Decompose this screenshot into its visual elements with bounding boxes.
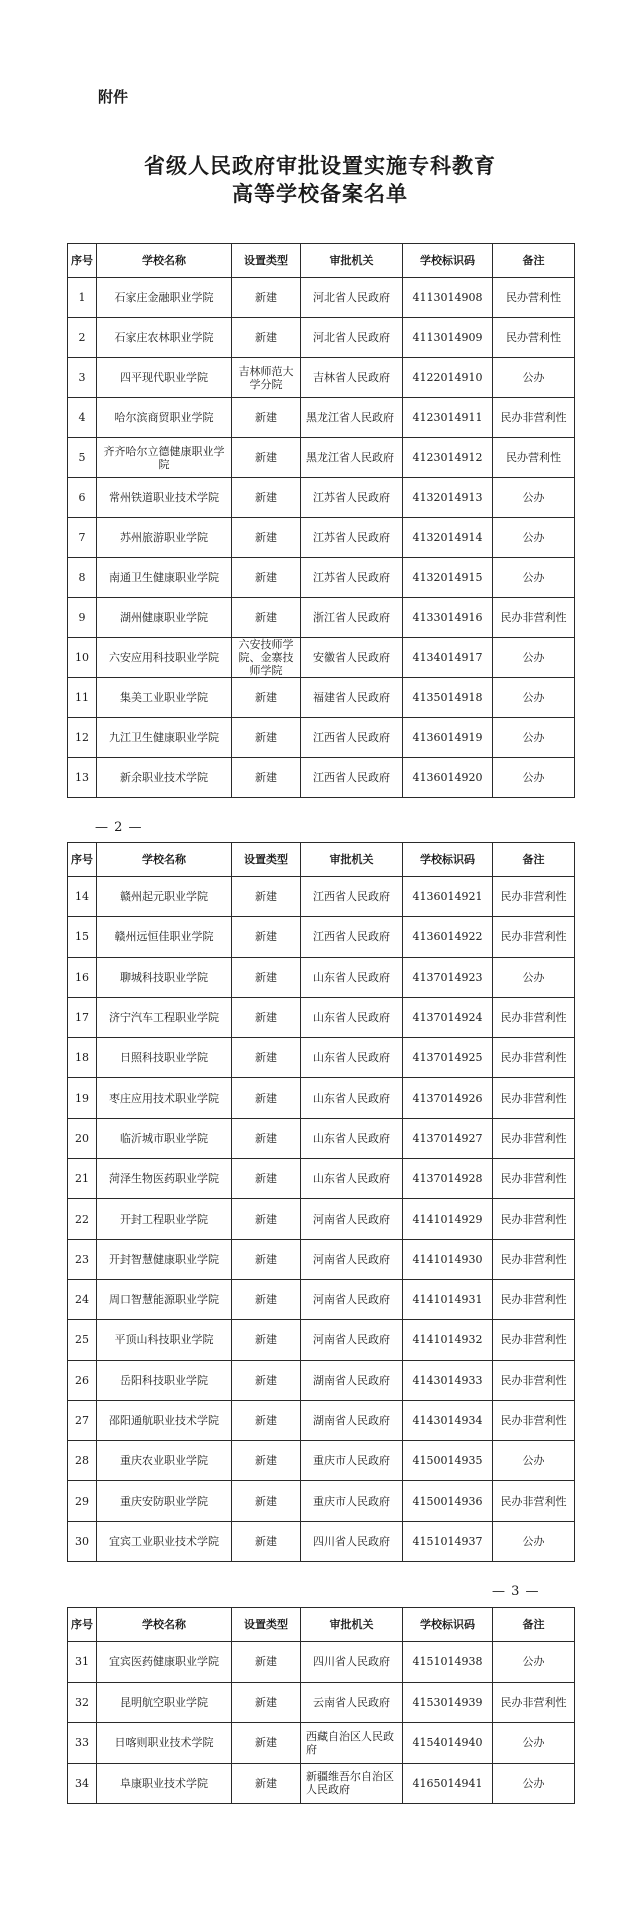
cell-seq: 16 (68, 957, 97, 997)
cell-remark: 民办营利性 (493, 318, 575, 358)
cell-school-code: 4150014936 (403, 1481, 493, 1521)
cell-school-code: 4136014920 (403, 758, 493, 798)
cell-setup-type: 新建 (232, 318, 301, 358)
header-authority: 审批机关 (301, 843, 403, 877)
cell-school-name: 重庆安防职业学院 (97, 1481, 232, 1521)
cell-school-code: 4113014908 (403, 278, 493, 318)
cell-remark: 民办非营利性 (493, 1320, 575, 1360)
table-row (68, 398, 575, 438)
cell-authority: 河北省人民政府 (301, 318, 403, 358)
cell-seq: 20 (68, 1118, 97, 1158)
cell-seq: 26 (68, 1360, 97, 1400)
cell-setup-type: 新建 (232, 1320, 301, 1360)
cell-remark: 公办 (493, 678, 575, 718)
cell-school-name: 常州铁道职业技术学院 (97, 478, 232, 518)
cell-school-name: 九江卫生健康职业学院 (97, 718, 232, 758)
cell-remark: 公办 (493, 1763, 575, 1804)
cell-school-name: 昆明航空职业学院 (97, 1682, 232, 1723)
cell-school-code: 4132014913 (403, 478, 493, 518)
cell-school-name: 聊城科技职业学院 (97, 957, 232, 997)
cell-authority: 福建省人民政府 (301, 678, 403, 718)
cell-school-name: 集美工业职业学院 (97, 678, 232, 718)
cell-school-code: 4143014933 (403, 1360, 493, 1400)
cell-remark: 民办非营利性 (493, 1239, 575, 1279)
table-row (68, 1763, 575, 1804)
cell-setup-type: 新建 (232, 957, 301, 997)
cell-authority: 山东省人民政府 (301, 997, 403, 1037)
cell-seq: 32 (68, 1682, 97, 1723)
cell-authority: 四川省人民政府 (301, 1521, 403, 1561)
cell-seq: 14 (68, 877, 97, 917)
table-row (68, 917, 575, 957)
cell-school-code: 4123014912 (403, 438, 493, 478)
cell-school-name: 济宁汽车工程职业学院 (97, 997, 232, 1037)
header-school-code: 学校标识码 (403, 244, 493, 278)
cell-school-code: 4113014909 (403, 318, 493, 358)
cell-remark: 民办非营利性 (493, 598, 575, 638)
cell-school-name: 宜宾医药健康职业学院 (97, 1642, 232, 1683)
cell-remark: 公办 (493, 558, 575, 598)
cell-setup-type: 新建 (232, 1441, 301, 1481)
cell-seq: 29 (68, 1481, 97, 1521)
table-row (68, 1642, 575, 1683)
header-seq: 序号 (68, 244, 97, 278)
cell-remark: 民办非营利性 (493, 917, 575, 957)
cell-school-name: 石家庄金融职业学院 (97, 278, 232, 318)
cell-setup-type: 新建 (232, 1360, 301, 1400)
cell-authority: 江苏省人民政府 (301, 558, 403, 598)
cell-seq: 12 (68, 718, 97, 758)
cell-seq: 18 (68, 1038, 97, 1078)
cell-authority: 湖南省人民政府 (301, 1400, 403, 1440)
cell-remark: 民办非营利性 (493, 1159, 575, 1199)
header-school-name: 学校名称 (97, 843, 232, 877)
cell-seq: 28 (68, 1441, 97, 1481)
cell-setup-type: 新建 (232, 1038, 301, 1078)
cell-setup-type: 新建 (232, 877, 301, 917)
cell-remark: 民办非营利性 (493, 1279, 575, 1319)
cell-school-code: 4150014935 (403, 1441, 493, 1481)
cell-school-name: 菏泽生物医药职业学院 (97, 1159, 232, 1199)
table-row (68, 1320, 575, 1360)
cell-remark: 民办营利性 (493, 438, 575, 478)
cell-setup-type: 新建 (232, 1118, 301, 1158)
header-remark: 备注 (493, 1608, 575, 1642)
header-school-code: 学校标识码 (403, 1608, 493, 1642)
cell-authority: 河北省人民政府 (301, 278, 403, 318)
cell-seq: 2 (68, 318, 97, 358)
cell-authority: 山东省人民政府 (301, 1038, 403, 1078)
cell-authority: 江西省人民政府 (301, 758, 403, 798)
cell-authority: 黑龙江省人民政府 (301, 438, 403, 478)
cell-setup-type: 新建 (232, 558, 301, 598)
cell-authority: 河南省人民政府 (301, 1199, 403, 1239)
cell-school-code: 4141014930 (403, 1239, 493, 1279)
cell-school-code: 4143014934 (403, 1400, 493, 1440)
table-header-row (68, 244, 575, 278)
cell-setup-type: 新建 (232, 598, 301, 638)
cell-remark: 公办 (493, 1441, 575, 1481)
table-row (68, 1723, 575, 1764)
cell-seq: 10 (68, 638, 97, 678)
table-row (68, 478, 575, 518)
attachment-label: 附件 (98, 88, 129, 106)
cell-seq: 9 (68, 598, 97, 638)
header-authority: 审批机关 (301, 1608, 403, 1642)
cell-remark: 公办 (493, 1723, 575, 1764)
cell-remark: 民办营利性 (493, 278, 575, 318)
cell-school-code: 4135014918 (403, 678, 493, 718)
cell-seq: 24 (68, 1279, 97, 1319)
cell-seq: 3 (68, 358, 97, 398)
cell-seq: 8 (68, 558, 97, 598)
cell-seq: 17 (68, 997, 97, 1037)
table-row (68, 1360, 575, 1400)
cell-school-name: 重庆农业职业学院 (97, 1441, 232, 1481)
cell-seq: 33 (68, 1723, 97, 1764)
cell-seq: 1 (68, 278, 97, 318)
cell-school-name: 日喀则职业技术学院 (97, 1723, 232, 1764)
cell-school-code: 4122014910 (403, 358, 493, 398)
cell-seq: 4 (68, 398, 97, 438)
table-row (68, 358, 575, 398)
cell-seq: 11 (68, 678, 97, 718)
cell-school-name: 新余职业技术学院 (97, 758, 232, 798)
cell-authority: 新疆维吾尔自治区人民政府 (301, 1763, 403, 1804)
header-school-name: 学校名称 (97, 1608, 232, 1642)
table-row (68, 997, 575, 1037)
table-row (68, 318, 575, 358)
cell-remark: 民办非营利性 (493, 1481, 575, 1521)
table-row (68, 718, 575, 758)
cell-remark: 公办 (493, 1642, 575, 1683)
cell-school-name: 南通卫生健康职业学院 (97, 558, 232, 598)
table-header-row (68, 843, 575, 877)
table-row (68, 1521, 575, 1561)
cell-authority: 湖南省人民政府 (301, 1360, 403, 1400)
cell-school-name: 岳阳科技职业学院 (97, 1360, 232, 1400)
cell-school-code: 4137014926 (403, 1078, 493, 1118)
cell-school-code: 4134014917 (403, 638, 493, 678)
cell-school-code: 4137014923 (403, 957, 493, 997)
cell-setup-type: 新建 (232, 997, 301, 1037)
table-row (68, 638, 575, 678)
table-header-row (68, 1608, 575, 1642)
cell-seq: 6 (68, 478, 97, 518)
header-setup-type: 设置类型 (232, 244, 301, 278)
cell-seq: 25 (68, 1320, 97, 1360)
table-row (68, 1118, 575, 1158)
table-row (68, 1078, 575, 1118)
cell-remark: 公办 (493, 478, 575, 518)
cell-authority: 山东省人民政府 (301, 957, 403, 997)
cell-school-name: 枣庄应用技术职业学院 (97, 1078, 232, 1118)
school-table-1 (67, 243, 575, 798)
cell-seq: 31 (68, 1642, 97, 1683)
cell-school-code: 4137014924 (403, 997, 493, 1037)
cell-seq: 5 (68, 438, 97, 478)
cell-authority: 吉林省人民政府 (301, 358, 403, 398)
page-number-3: — 3 — (492, 1584, 540, 1599)
cell-school-code: 4151014938 (403, 1642, 493, 1683)
cell-school-code: 4136014921 (403, 877, 493, 917)
cell-setup-type: 六安技师学院、金寨技师学院 (232, 638, 301, 678)
table-row (68, 678, 575, 718)
cell-school-name: 哈尔滨商贸职业学院 (97, 398, 232, 438)
table-row (68, 518, 575, 558)
cell-setup-type: 新建 (232, 1199, 301, 1239)
cell-authority: 重庆市人民政府 (301, 1441, 403, 1481)
cell-school-code: 4136014922 (403, 917, 493, 957)
cell-setup-type: 新建 (232, 478, 301, 518)
cell-authority: 四川省人民政府 (301, 1642, 403, 1683)
header-school-code: 学校标识码 (403, 843, 493, 877)
table-row (68, 1038, 575, 1078)
cell-seq: 13 (68, 758, 97, 798)
cell-authority: 黑龙江省人民政府 (301, 398, 403, 438)
school-table-2 (67, 842, 575, 1562)
cell-school-code: 4137014928 (403, 1159, 493, 1199)
header-remark: 备注 (493, 843, 575, 877)
cell-school-code: 4141014931 (403, 1279, 493, 1319)
cell-authority: 安徽省人民政府 (301, 638, 403, 678)
cell-setup-type: 新建 (232, 718, 301, 758)
school-table-3 (67, 1607, 575, 1804)
header-authority: 审批机关 (301, 244, 403, 278)
cell-remark: 民办非营利性 (493, 1038, 575, 1078)
cell-remark: 公办 (493, 1521, 575, 1561)
cell-authority: 山东省人民政府 (301, 1159, 403, 1199)
cell-authority: 山东省人民政府 (301, 1118, 403, 1158)
cell-seq: 27 (68, 1400, 97, 1440)
cell-setup-type: 新建 (232, 1279, 301, 1319)
cell-authority: 江西省人民政府 (301, 718, 403, 758)
table-row (68, 558, 575, 598)
cell-school-name: 苏州旅游职业学院 (97, 518, 232, 558)
document-title-line2: 高等学校备案名单 (232, 181, 408, 206)
cell-seq: 7 (68, 518, 97, 558)
cell-authority: 云南省人民政府 (301, 1682, 403, 1723)
cell-setup-type: 新建 (232, 1481, 301, 1521)
cell-seq: 34 (68, 1763, 97, 1804)
cell-setup-type: 新建 (232, 1400, 301, 1440)
cell-school-code: 4132014915 (403, 558, 493, 598)
cell-authority: 江西省人民政府 (301, 877, 403, 917)
cell-authority: 河南省人民政府 (301, 1239, 403, 1279)
cell-authority: 江西省人民政府 (301, 917, 403, 957)
cell-school-code: 4136014919 (403, 718, 493, 758)
table-row (68, 598, 575, 638)
cell-school-name: 日照科技职业学院 (97, 1038, 232, 1078)
cell-school-code: 4154014940 (403, 1723, 493, 1764)
cell-setup-type: 新建 (232, 1642, 301, 1683)
cell-authority: 河南省人民政府 (301, 1320, 403, 1360)
cell-remark: 公办 (493, 358, 575, 398)
cell-school-name: 阜康职业技术学院 (97, 1763, 232, 1804)
cell-remark: 民办非营利性 (493, 398, 575, 438)
cell-remark: 公办 (493, 758, 575, 798)
cell-setup-type: 新建 (232, 518, 301, 558)
table-row (68, 1159, 575, 1199)
cell-authority: 浙江省人民政府 (301, 598, 403, 638)
cell-school-code: 4153014939 (403, 1682, 493, 1723)
cell-school-name: 齐齐哈尔立德健康职业学院 (97, 438, 232, 478)
cell-setup-type: 新建 (232, 1723, 301, 1764)
cell-setup-type: 新建 (232, 1239, 301, 1279)
cell-school-code: 4137014925 (403, 1038, 493, 1078)
cell-remark: 公办 (493, 957, 575, 997)
cell-remark: 公办 (493, 718, 575, 758)
header-setup-type: 设置类型 (232, 843, 301, 877)
table-row (68, 438, 575, 478)
cell-school-name: 邵阳通航职业技术学院 (97, 1400, 232, 1440)
table-row (68, 1481, 575, 1521)
header-seq: 序号 (68, 1608, 97, 1642)
cell-school-name: 平顶山科技职业学院 (97, 1320, 232, 1360)
table-row (68, 1199, 575, 1239)
cell-seq: 23 (68, 1239, 97, 1279)
cell-authority: 江苏省人民政府 (301, 518, 403, 558)
table-row (68, 877, 575, 917)
cell-setup-type: 新建 (232, 758, 301, 798)
table-row (68, 758, 575, 798)
cell-seq: 21 (68, 1159, 97, 1199)
cell-setup-type: 新建 (232, 678, 301, 718)
cell-remark: 民办非营利性 (493, 1118, 575, 1158)
cell-authority: 重庆市人民政府 (301, 1481, 403, 1521)
cell-setup-type: 新建 (232, 917, 301, 957)
cell-school-code: 4151014937 (403, 1521, 493, 1561)
document-title-line1: 省级人民政府审批设置实施专科教育 (144, 153, 496, 178)
table-row (68, 1400, 575, 1440)
cell-seq: 22 (68, 1199, 97, 1239)
cell-remark: 公办 (493, 638, 575, 678)
table-row (68, 1279, 575, 1319)
cell-authority: 山东省人民政府 (301, 1078, 403, 1118)
cell-remark: 民办非营利性 (493, 1682, 575, 1723)
cell-school-name: 开封智慧健康职业学院 (97, 1239, 232, 1279)
cell-setup-type: 新建 (232, 1521, 301, 1561)
table-row (68, 1239, 575, 1279)
header-seq: 序号 (68, 843, 97, 877)
cell-school-name: 周口智慧能源职业学院 (97, 1279, 232, 1319)
cell-remark: 民办非营利性 (493, 877, 575, 917)
cell-remark: 民办非营利性 (493, 997, 575, 1037)
table-row (68, 278, 575, 318)
header-remark: 备注 (493, 244, 575, 278)
cell-seq: 30 (68, 1521, 97, 1561)
cell-school-code: 4137014927 (403, 1118, 493, 1158)
cell-setup-type: 新建 (232, 398, 301, 438)
cell-setup-type: 新建 (232, 278, 301, 318)
cell-school-code: 4165014941 (403, 1763, 493, 1804)
cell-school-name: 湖州健康职业学院 (97, 598, 232, 638)
cell-setup-type: 新建 (232, 1763, 301, 1804)
table-row (68, 1441, 575, 1481)
cell-remark: 公办 (493, 518, 575, 558)
cell-school-code: 4123014911 (403, 398, 493, 438)
cell-seq: 19 (68, 1078, 97, 1118)
header-setup-type: 设置类型 (232, 1608, 301, 1642)
cell-school-name: 赣州远恒佳职业学院 (97, 917, 232, 957)
cell-setup-type: 新建 (232, 438, 301, 478)
cell-setup-type: 吉林师范大学分院 (232, 358, 301, 398)
cell-remark: 民办非营利性 (493, 1078, 575, 1118)
cell-school-name: 六安应用科技职业学院 (97, 638, 232, 678)
cell-school-code: 4141014929 (403, 1199, 493, 1239)
table-row (68, 957, 575, 997)
cell-school-code: 4133014916 (403, 598, 493, 638)
cell-authority: 西藏自治区人民政府 (301, 1723, 403, 1764)
table-row (68, 1682, 575, 1723)
cell-school-code: 4141014932 (403, 1320, 493, 1360)
cell-authority: 河南省人民政府 (301, 1279, 403, 1319)
page-number-2: — 2 — (95, 820, 143, 835)
cell-setup-type: 新建 (232, 1682, 301, 1723)
header-school-name: 学校名称 (97, 244, 232, 278)
cell-school-name: 石家庄农林职业学院 (97, 318, 232, 358)
cell-setup-type: 新建 (232, 1078, 301, 1118)
cell-school-name: 宜宾工业职业技术学院 (97, 1521, 232, 1561)
cell-remark: 民办非营利性 (493, 1199, 575, 1239)
cell-school-name: 四平现代职业学院 (97, 358, 232, 398)
cell-remark: 民办非营利性 (493, 1400, 575, 1440)
cell-seq: 15 (68, 917, 97, 957)
cell-school-name: 临沂城市职业学院 (97, 1118, 232, 1158)
cell-school-name: 赣州起元职业学院 (97, 877, 232, 917)
cell-authority: 江苏省人民政府 (301, 478, 403, 518)
cell-remark: 民办非营利性 (493, 1360, 575, 1400)
cell-school-code: 4132014914 (403, 518, 493, 558)
cell-school-name: 开封工程职业学院 (97, 1199, 232, 1239)
cell-setup-type: 新建 (232, 1159, 301, 1199)
